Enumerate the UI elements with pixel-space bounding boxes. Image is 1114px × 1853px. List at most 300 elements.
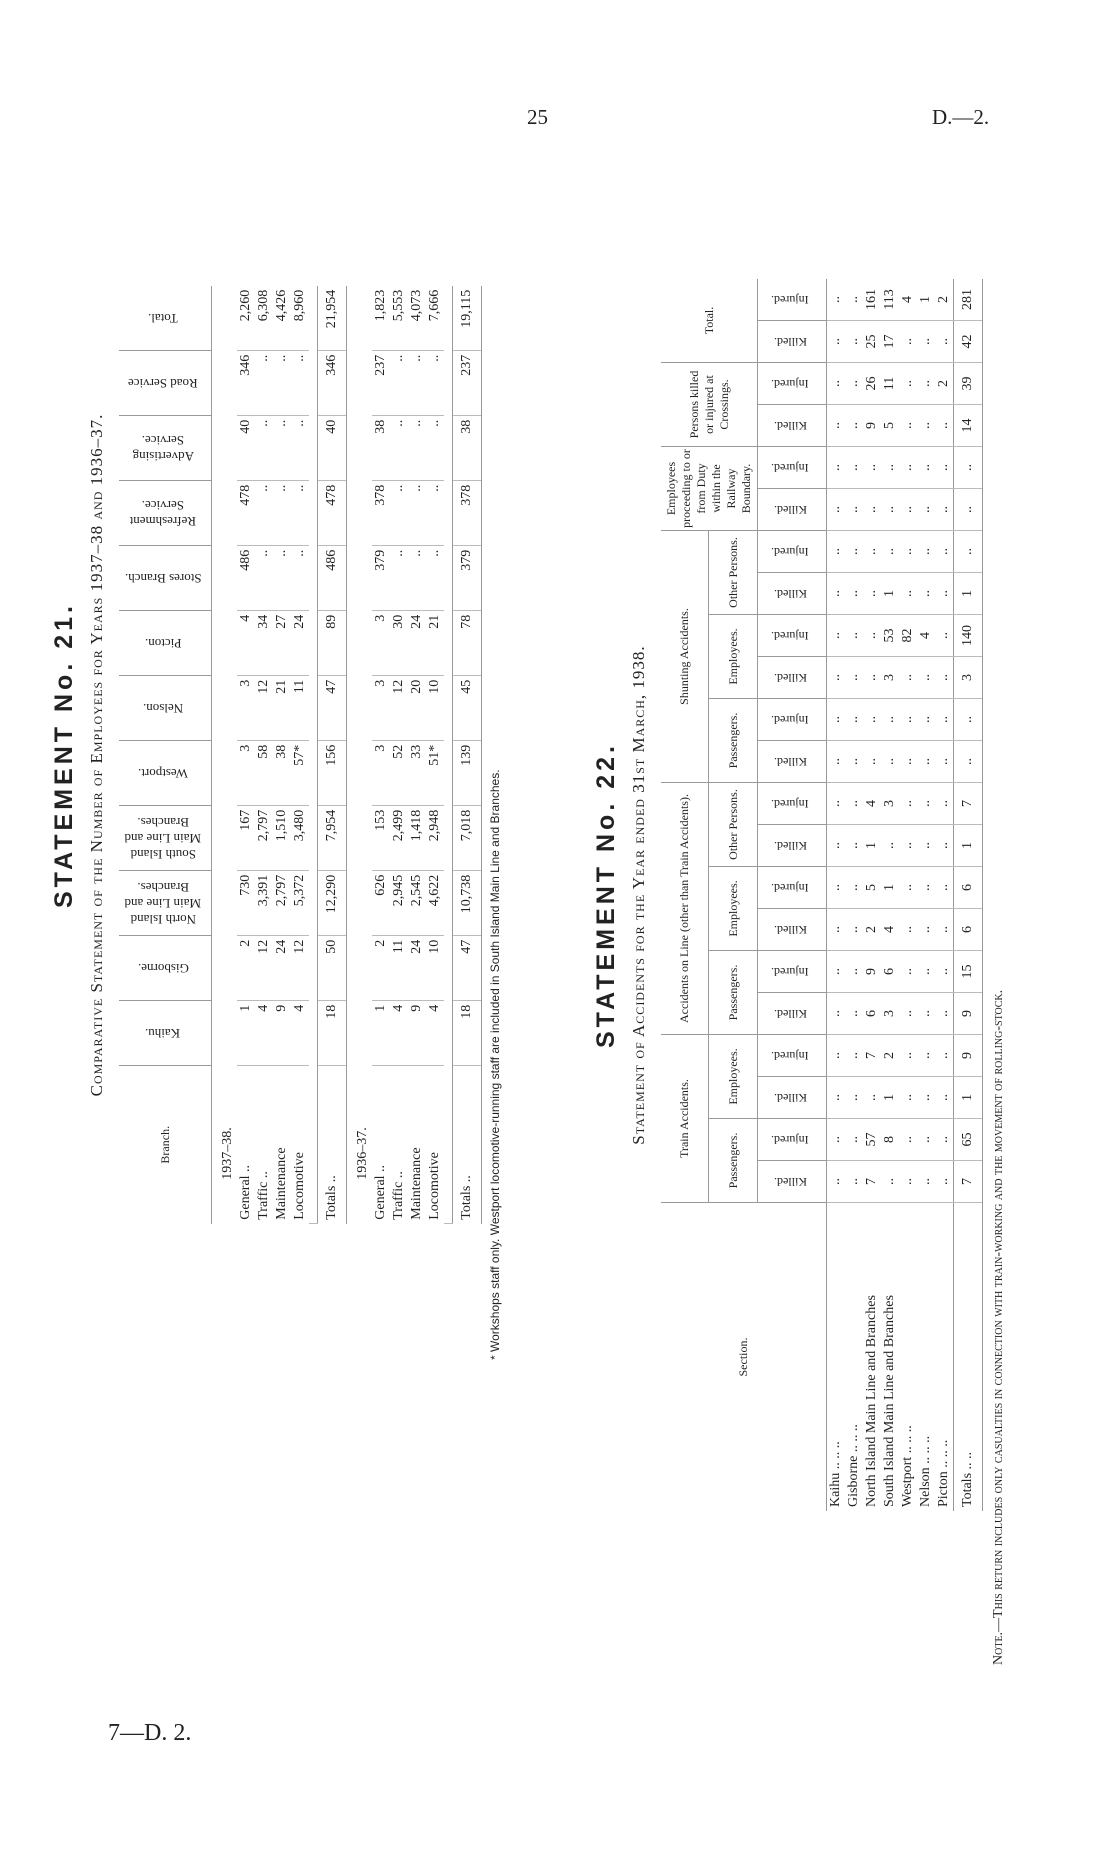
table-cell: .. [899, 909, 917, 951]
table-cell: 2 [372, 935, 390, 1000]
table-cell: 58 [255, 740, 273, 805]
table-cell: .. [827, 405, 846, 447]
column-header-label: Stores Branch. [124, 570, 202, 586]
row-label: Maintenance [409, 1147, 424, 1220]
table-cell: 626 [372, 870, 390, 935]
table-cell: .. [273, 480, 291, 545]
injured-header [758, 615, 827, 657]
table-cell: .. [935, 531, 954, 573]
table-cell: 730 [237, 870, 255, 935]
table-cell: .. [845, 321, 863, 363]
spacer-row [309, 286, 318, 1224]
table-cell: 2,797 [273, 870, 291, 935]
totals-cell: 39 [954, 363, 983, 405]
table-cell: .. [827, 951, 846, 993]
table-cell: .. [917, 951, 935, 993]
table-cell: 9 [863, 951, 881, 993]
table-cell: 3 [881, 993, 899, 1035]
killed-header [758, 993, 827, 1035]
column-header [119, 610, 212, 675]
table-cell: .. [255, 480, 273, 545]
table-cell: .. [899, 783, 917, 825]
killed-header [758, 909, 827, 951]
table-cell: 4 [881, 909, 899, 951]
column-header [119, 415, 212, 480]
totals-cell: 3 [954, 657, 983, 699]
column-header-label: Advertising Service. [132, 432, 194, 464]
column-header-label: Road Service [128, 375, 198, 391]
table-cell: .. [863, 489, 881, 531]
totals-cell: 12,290 [318, 870, 347, 935]
page-number: 25 [527, 105, 548, 129]
table-cell: .. [935, 783, 954, 825]
header-label: Injured. [771, 965, 809, 979]
totals-cell: 42 [954, 321, 983, 363]
table-cell: .. [426, 545, 444, 610]
killed-header [758, 825, 827, 867]
totals-cell: 139 [453, 740, 482, 805]
table-cell: .. [827, 279, 846, 321]
table-cell: 7 [863, 1161, 881, 1203]
totals-cell: 47 [318, 675, 347, 740]
table-cell: 4 [899, 279, 917, 321]
table-cell: .. [863, 1077, 881, 1119]
table-row [845, 279, 863, 1511]
table-cell: 21 [426, 610, 444, 675]
table-cell: 1 [917, 279, 935, 321]
table-cell: 40 [237, 415, 255, 480]
table-cell: .. [827, 573, 846, 615]
table-cell: .. [899, 363, 917, 405]
table-cell: 21 [273, 675, 291, 740]
subgroup-header: Employees. [709, 1035, 758, 1119]
table-cell: .. [390, 415, 408, 480]
table-cell: .. [935, 1035, 954, 1077]
table-cell: .. [845, 741, 863, 783]
table-cell: 51* [426, 740, 444, 805]
table-cell: .. [845, 531, 863, 573]
table-cell: 27 [273, 610, 291, 675]
table-cell: 4 [917, 615, 935, 657]
table-cell: .. [827, 699, 846, 741]
table-cell: .. [899, 951, 917, 993]
table-cell: .. [917, 825, 935, 867]
subgroup-header: Passengers. [709, 699, 758, 783]
table-cell: 6,308 [255, 286, 273, 351]
table-cell: .. [390, 545, 408, 610]
table-cell: .. [390, 480, 408, 545]
table-cell: .. [827, 615, 846, 657]
injured-header [758, 531, 827, 573]
totals-cell: 9 [954, 993, 983, 1035]
table-cell: 153 [372, 805, 390, 870]
injured-header [758, 363, 827, 405]
table-row [899, 279, 917, 1511]
table-cell: .. [863, 447, 881, 489]
row-label: Picton .. .. .. [936, 1439, 951, 1507]
table-cell: .. [917, 867, 935, 909]
header-label: Killed. [773, 755, 807, 769]
table-cell: .. [827, 1035, 846, 1077]
totals-cell: 486 [318, 545, 347, 610]
header-label: Killed. [773, 671, 807, 685]
table-cell: 4,426 [273, 286, 291, 351]
table-cell: 24 [408, 935, 426, 1000]
table-cell: .. [899, 1077, 917, 1119]
accidents-group-header [661, 279, 709, 1511]
table-cell: .. [845, 951, 863, 993]
employees-table [119, 286, 482, 1225]
table-cell: 4 [390, 1000, 408, 1065]
table-cell: .. [917, 363, 935, 405]
table-cell: .. [899, 741, 917, 783]
table-cell: 4 [237, 610, 255, 675]
column-header-label: North Island Main Line and Branches. [124, 879, 202, 927]
table-cell: .. [881, 699, 899, 741]
table-cell: .. [827, 447, 846, 489]
injured-header [758, 1035, 827, 1077]
table-cell: .. [899, 321, 917, 363]
table-cell: .. [408, 480, 426, 545]
row-label: Gisborne .. .. .. [846, 1424, 861, 1507]
totals-cell: 9 [954, 1035, 983, 1077]
table-cell: .. [935, 321, 954, 363]
totals-cell: 379 [453, 545, 482, 610]
totals-cell: 7,018 [453, 805, 482, 870]
totals-cell: 140 [954, 615, 983, 657]
table-cell: .. [917, 1119, 935, 1161]
table-cell: .. [255, 415, 273, 480]
table-cell: .. [917, 909, 935, 951]
table-row [255, 286, 273, 1224]
table-row [273, 286, 291, 1224]
table-cell: .. [845, 909, 863, 951]
table-cell: 9 [408, 1000, 426, 1065]
totals-label: Totals .. [318, 1065, 347, 1224]
column-header [119, 350, 212, 415]
table-cell: .. [291, 350, 309, 415]
table-cell: .. [917, 573, 935, 615]
table-cell: .. [935, 951, 954, 993]
table-cell: .. [935, 1119, 954, 1161]
table-cell: 17 [881, 321, 899, 363]
table-cell: .. [845, 1161, 863, 1203]
column-header [119, 675, 212, 740]
subgroup-header: Other Persons. [709, 531, 758, 615]
table-cell: .. [881, 825, 899, 867]
table-cell: 2,545 [408, 870, 426, 935]
totals-cell: 378 [453, 480, 482, 545]
column-header-label: Nelson. [142, 700, 184, 716]
statement-21 [50, 120, 570, 1390]
table-cell: .. [827, 741, 846, 783]
totals-cell: 19,115 [453, 286, 482, 351]
table-cell: .. [291, 480, 309, 545]
table-cell: 52 [390, 740, 408, 805]
table-cell: .. [827, 909, 846, 951]
header-label: Injured. [771, 713, 809, 727]
row-label: Locomotive [292, 1152, 307, 1220]
table-cell: .. [917, 321, 935, 363]
table-cell: 12 [390, 675, 408, 740]
table-cell: 9 [863, 405, 881, 447]
row-label: General .. [238, 1164, 253, 1220]
totals-cell: 65 [954, 1119, 983, 1161]
table-cell: .. [899, 489, 917, 531]
column-header-label: Refreshment Service. [129, 497, 197, 529]
table-cell: 4 [255, 1000, 273, 1065]
table-cell: 3 [372, 610, 390, 675]
group-header: Employees proceeding to or from Duty within the Railway Boundary. [661, 447, 758, 531]
table-cell: .. [863, 741, 881, 783]
header-label: Killed. [773, 839, 807, 853]
column-header [119, 805, 212, 870]
table-cell: .. [899, 447, 917, 489]
row-label: Nelson .. .. .. [918, 1435, 933, 1507]
totals-cell: 156 [318, 740, 347, 805]
header-label: Killed. [773, 335, 807, 349]
table-cell: .. [917, 783, 935, 825]
table-cell: .. [863, 531, 881, 573]
table-cell: 2,948 [426, 805, 444, 870]
table-cell: .. [881, 531, 899, 573]
column-header-label: Kaihu. [145, 1025, 181, 1041]
table-cell: .. [390, 350, 408, 415]
injured-header [758, 867, 827, 909]
employees-table-body [212, 286, 482, 1224]
table-cell: .. [845, 489, 863, 531]
header-label: Injured. [771, 1049, 809, 1063]
table-cell: .. [917, 447, 935, 489]
table-cell: .. [899, 573, 917, 615]
spacer-cell [309, 286, 318, 1224]
table-cell: 24 [291, 610, 309, 675]
totals-cell: 78 [453, 610, 482, 675]
table-cell: 6 [863, 993, 881, 1035]
table-cell: 12 [255, 935, 273, 1000]
table-cell: 2 [863, 909, 881, 951]
table-cell: 2,260 [237, 286, 255, 351]
table-cell: .. [899, 405, 917, 447]
table-cell: 5,553 [390, 286, 408, 351]
row-label: Maintenance [274, 1147, 289, 1220]
table-cell: .. [273, 415, 291, 480]
table-cell: .. [291, 415, 309, 480]
group-header: Persons killed or injured at Crossings. [661, 363, 758, 447]
table-cell: .. [827, 783, 846, 825]
table-cell: .. [899, 993, 917, 1035]
table-cell: .. [863, 573, 881, 615]
table-cell: .. [845, 993, 863, 1035]
table-cell: .. [899, 657, 917, 699]
table-cell: .. [827, 321, 846, 363]
document-reference: D.—2. [932, 105, 990, 129]
table-row [408, 286, 426, 1224]
table-cell: .. [899, 1119, 917, 1161]
table-cell: .. [426, 350, 444, 415]
table-cell: .. [917, 531, 935, 573]
column-header [119, 740, 212, 805]
totals-label: Totals .. [453, 1065, 482, 1224]
period-row [347, 286, 373, 1224]
table-cell: 1 [372, 1000, 390, 1065]
period-row [212, 286, 238, 1224]
table-cell: 5 [863, 867, 881, 909]
table-cell: 30 [390, 610, 408, 675]
injured-header [758, 783, 827, 825]
totals-cell: 1 [954, 825, 983, 867]
branch-column-header: Branch. [119, 1065, 212, 1224]
totals-cell: 346 [318, 350, 347, 415]
header-label: Injured. [771, 293, 809, 307]
table-cell: 4,073 [408, 286, 426, 351]
table-cell: 4 [291, 1000, 309, 1065]
table-cell: .. [935, 615, 954, 657]
table-cell: .. [917, 699, 935, 741]
header-label: Killed. [773, 1175, 807, 1189]
header-label: Killed. [773, 419, 807, 433]
table-cell: .. [827, 1161, 846, 1203]
header-label: Killed. [773, 587, 807, 601]
statement-22-title: STATEMENT No. 22. [592, 742, 620, 1048]
column-header [119, 1000, 212, 1065]
table-cell: 2 [935, 363, 954, 405]
table-cell: .. [845, 783, 863, 825]
header-label: Killed. [773, 1091, 807, 1105]
row-label: Kaihu .. .. .. [828, 1441, 843, 1507]
table-cell: .. [408, 350, 426, 415]
table-cell: 4 [863, 783, 881, 825]
table-cell: 1,418 [408, 805, 426, 870]
row-label: South Island Main Line and Branches [882, 1295, 897, 1507]
table-cell: .. [845, 573, 863, 615]
killed-header [758, 405, 827, 447]
table-row [390, 286, 408, 1224]
table-cell: .. [935, 447, 954, 489]
table-row [426, 286, 444, 1224]
totals-cell: 50 [318, 935, 347, 1000]
header-label: Injured. [771, 797, 809, 811]
totals-cell: 14 [954, 405, 983, 447]
table-cell: 3 [881, 783, 899, 825]
totals-cell: 281 [954, 279, 983, 321]
header-label: Injured. [771, 881, 809, 895]
table-cell: .. [881, 741, 899, 783]
column-header [119, 870, 212, 935]
table-cell: .. [863, 699, 881, 741]
totals-cell: 45 [453, 675, 482, 740]
table-cell: 2,499 [390, 805, 408, 870]
group-header: Train Accidents. [661, 1035, 709, 1203]
table-cell: 8 [881, 1119, 899, 1161]
table-cell: .. [881, 1161, 899, 1203]
table-cell: 3 [372, 740, 390, 805]
table-cell: 161 [863, 279, 881, 321]
totals-cell: 15 [954, 951, 983, 993]
table-cell: 2,797 [255, 805, 273, 870]
table-cell: .. [863, 615, 881, 657]
spacer-cell [444, 286, 453, 1224]
table-cell: .. [827, 825, 846, 867]
table-cell: 20 [408, 675, 426, 740]
table-row [881, 279, 899, 1511]
table-cell: 1,510 [273, 805, 291, 870]
totals-cell: 40 [318, 415, 347, 480]
subgroup-header: Passengers. [709, 1119, 758, 1203]
table-cell: 8,960 [291, 286, 309, 351]
table-cell: .. [935, 741, 954, 783]
totals-cell: 6 [954, 867, 983, 909]
table-cell: 3 [237, 675, 255, 740]
table-cell: .. [408, 545, 426, 610]
table-cell: 486 [237, 545, 255, 610]
totals-cell: .. [954, 741, 983, 783]
table-row [291, 286, 309, 1224]
table-cell: .. [845, 1035, 863, 1077]
table-cell: .. [935, 657, 954, 699]
period-year: 1936–37. [355, 1127, 370, 1180]
table-cell: .. [426, 415, 444, 480]
table-cell: 24 [273, 935, 291, 1000]
table-cell: 25 [863, 321, 881, 363]
table-cell: .. [917, 405, 935, 447]
header-label: Injured. [771, 377, 809, 391]
table-cell: .. [935, 699, 954, 741]
killed-header [758, 741, 827, 783]
table-cell: 33 [408, 740, 426, 805]
header-label: Injured. [771, 461, 809, 475]
column-header-label: Gisborne. [137, 960, 189, 976]
table-cell: .. [935, 573, 954, 615]
table-cell: 113 [881, 279, 899, 321]
statement-21-title: STATEMENT No. 21. [50, 602, 78, 908]
table-cell: 38 [372, 415, 390, 480]
totals-cell: 1 [954, 573, 983, 615]
table-cell: 12 [291, 935, 309, 1000]
group-header: Accidents on Line (other than Train Accidents). [661, 783, 709, 1035]
statement-22 [592, 65, 1072, 1725]
table-cell: .. [845, 1119, 863, 1161]
totals-cell: 237 [453, 350, 482, 415]
table-cell: .. [899, 867, 917, 909]
table-cell: 57 [863, 1119, 881, 1161]
column-header-label: Picton. [144, 635, 182, 651]
totals-row [318, 286, 347, 1224]
table-cell: 378 [372, 480, 390, 545]
table-cell: .. [827, 993, 846, 1035]
subgroup-header: Passengers. [709, 951, 758, 1035]
table-cell: 1 [863, 825, 881, 867]
table-cell: .. [827, 1119, 846, 1161]
table-cell: .. [863, 657, 881, 699]
header-label: Killed. [773, 503, 807, 517]
header-label: Killed. [773, 923, 807, 937]
table-cell: .. [845, 363, 863, 405]
footer-label: 7—D. 2. [108, 1720, 192, 1746]
row-label: Locomotive [427, 1152, 442, 1220]
table-cell: .. [935, 1077, 954, 1119]
table-cell: .. [899, 825, 917, 867]
totals-cell: .. [954, 699, 983, 741]
totals-cell: 21,954 [318, 286, 347, 351]
table-cell: 26 [863, 363, 881, 405]
table-cell: 34 [255, 610, 273, 675]
table-cell: .. [827, 657, 846, 699]
totals-cell: 89 [318, 610, 347, 675]
injured-header [758, 951, 827, 993]
table-cell: .. [899, 531, 917, 573]
table-cell: 3,391 [255, 870, 273, 935]
